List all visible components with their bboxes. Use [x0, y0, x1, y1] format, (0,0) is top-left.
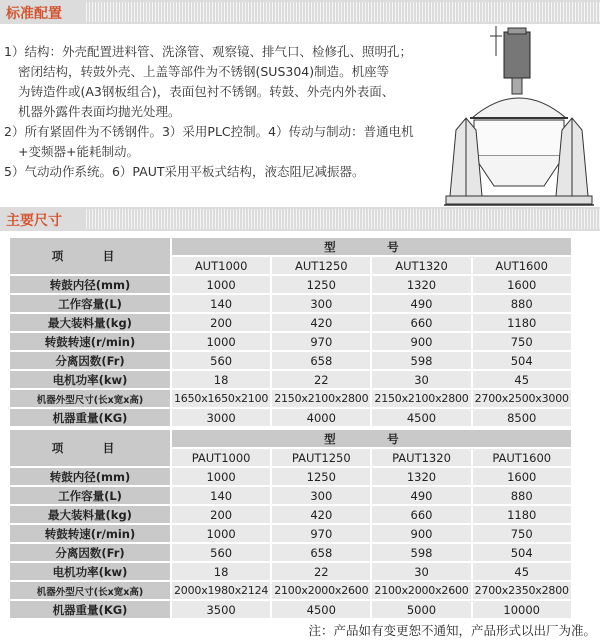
- cell-value: 750: [473, 525, 571, 542]
- table-row: [10, 276, 571, 293]
- row-label: 转鼓内径(mm): [10, 276, 170, 293]
- table-row: [10, 314, 571, 331]
- footnote: 注：产品如有变更恕不通知，产品形式以出厂为准。: [308, 623, 596, 638]
- cell-value: 1000: [172, 276, 270, 293]
- table-row: [10, 544, 571, 561]
- cell-value: 300: [272, 487, 370, 504]
- cell-value: 3000: [172, 409, 270, 426]
- table-row: [10, 333, 571, 350]
- cell-value: 1650x1650x2100: [174, 392, 269, 405]
- cell-value: 598: [372, 352, 470, 369]
- cell-value: 1000: [172, 525, 270, 542]
- cell-value: 1600: [473, 468, 571, 485]
- cell-value: 598: [372, 544, 470, 561]
- cell-value: 2700x2500x3000: [474, 392, 569, 405]
- model-header: 型 号: [172, 238, 571, 255]
- model-name: PAUT1320: [372, 449, 470, 466]
- table-row: [10, 390, 571, 407]
- item-header: 项 目: [10, 430, 170, 466]
- cell-value: 750: [473, 333, 571, 350]
- table-row: [10, 409, 571, 426]
- model-name: AUT1250: [272, 257, 370, 274]
- cell-value: 660: [372, 314, 470, 331]
- spec-line: +变频器+能耗制动。: [18, 144, 139, 159]
- cell-value: 140: [172, 295, 270, 312]
- model-name: PAUT1250: [272, 449, 370, 466]
- cell-value: 560: [172, 544, 270, 561]
- cell-value: 2100x2000x2600: [374, 584, 469, 597]
- table-row: [10, 468, 571, 485]
- cell-value: 4500: [272, 601, 370, 618]
- cell-value: 660: [372, 506, 470, 523]
- row-label: 电机功率(kw): [10, 563, 170, 580]
- cell-value: 1250: [272, 276, 370, 293]
- cell-value: 2700x2350x2800: [474, 584, 569, 597]
- row-label: 最大装料量(kg): [10, 314, 170, 331]
- cell-value: 504: [473, 544, 571, 561]
- model-name: AUT1600: [473, 257, 571, 274]
- row-label: 工作容量(L): [10, 295, 170, 312]
- cell-value: 18: [172, 371, 270, 388]
- spec-line: 5）气动动作系统。6）PAUT采用平板式结构，液态阻尼减振器。: [4, 164, 365, 179]
- cell-value: 45: [473, 371, 571, 388]
- cell-value: 658: [272, 352, 370, 369]
- aut-spec-table: [8, 236, 573, 428]
- cell-value: 45: [473, 563, 571, 580]
- cell-value: 30: [372, 563, 470, 580]
- cell-value: 1180: [473, 314, 571, 331]
- cell-value: 970: [272, 525, 370, 542]
- centrifuge-drawing: [444, 26, 594, 206]
- cell-value: 490: [372, 295, 470, 312]
- model-name: PAUT1000: [172, 449, 270, 466]
- cell-value: 970: [272, 333, 370, 350]
- size-section-title: 主要尺寸: [6, 213, 62, 229]
- config-section-header: [0, 0, 600, 24]
- cell-value: 1250: [272, 468, 370, 485]
- cell-value: 658: [272, 544, 370, 561]
- model-name: AUT1000: [172, 257, 270, 274]
- spec-line: 机器外露件表面均抛光处理。: [18, 104, 181, 119]
- paut-spec-table: [8, 428, 573, 620]
- cell-value: 140: [172, 487, 270, 504]
- table-row: [10, 582, 571, 599]
- cell-value: 1000: [172, 468, 270, 485]
- cell-value: 2150x2100x2800: [374, 392, 469, 405]
- cell-value: 200: [172, 506, 270, 523]
- cell-value: 300: [272, 295, 370, 312]
- cell-value: 560: [172, 352, 270, 369]
- row-label: 转鼓转速(r/min): [10, 525, 170, 542]
- row-label: 机器外型尺寸(长x宽x高): [10, 390, 170, 407]
- row-label: 工作容量(L): [10, 487, 170, 504]
- table-row: [10, 563, 571, 580]
- header-stripe: [86, 2, 600, 22]
- cell-value: 1180: [473, 506, 571, 523]
- cell-value: 900: [372, 333, 470, 350]
- row-label: 机器重量(KG): [10, 409, 170, 426]
- row-label: 转鼓内径(mm): [10, 468, 170, 485]
- row-label: 转鼓转速(r/min): [10, 333, 170, 350]
- spec-list: [4, 42, 444, 182]
- cell-value: 2000x1980x2124: [174, 584, 269, 597]
- cell-value: 3500: [172, 601, 270, 618]
- cell-value: 5000: [372, 601, 470, 618]
- cell-value: 18: [172, 563, 270, 580]
- row-label: 机器重量(KG): [10, 601, 170, 618]
- config-section-title: 标准配置: [6, 6, 62, 22]
- cell-value: 504: [473, 352, 571, 369]
- model-name: AUT1320: [372, 257, 470, 274]
- table-row: [10, 487, 571, 504]
- cell-value: 2150x2100x2800: [274, 392, 369, 405]
- cell-value: 4000: [272, 409, 370, 426]
- cell-value: 420: [272, 506, 370, 523]
- header-stripe: [86, 209, 600, 229]
- row-label: 机器外型尺寸(长x宽x高): [10, 582, 170, 599]
- table-row: [10, 352, 571, 369]
- cell-value: 22: [272, 563, 370, 580]
- cell-value: 30: [372, 371, 470, 388]
- spec-line: 2）所有紧固件为不锈钢件。3）采用PLC控制。4）传动与制动：普通电机: [4, 124, 414, 139]
- table-row: [10, 525, 571, 542]
- table-row: [10, 506, 571, 523]
- spec-line: 为铸造件或(A3钢板组合)，表面包衬不锈钢。转鼓、外壳内外表面、: [18, 84, 395, 99]
- cell-value: 22: [272, 371, 370, 388]
- cell-value: 880: [473, 487, 571, 504]
- model-header: 型 号: [172, 430, 571, 447]
- spec-line: 密闭结构，转鼓外壳、上盖等部件为不锈钢(SUS304)制造。机座等: [18, 64, 390, 79]
- cell-value: 1000: [172, 333, 270, 350]
- cell-value: 200: [172, 314, 270, 331]
- cell-value: 490: [372, 487, 470, 504]
- row-label: 分离因数(Fr): [10, 544, 170, 561]
- table-row: [10, 371, 571, 388]
- cell-value: 900: [372, 525, 470, 542]
- cell-value: 1320: [372, 276, 470, 293]
- cell-value: 880: [473, 295, 571, 312]
- model-name: PAUT1600: [473, 449, 571, 466]
- cell-value: 1600: [473, 276, 571, 293]
- cell-value: 1320: [372, 468, 470, 485]
- cell-value: 420: [272, 314, 370, 331]
- row-label: 分离因数(Fr): [10, 352, 170, 369]
- table-row: [10, 601, 571, 618]
- cell-value: 4500: [372, 409, 470, 426]
- row-label: 最大装料量(kg): [10, 506, 170, 523]
- cell-value: 8500: [473, 409, 571, 426]
- table-row: [10, 295, 571, 312]
- cell-value: 10000: [473, 601, 571, 618]
- size-section-header: [0, 207, 600, 231]
- row-label: 电机功率(kw): [10, 371, 170, 388]
- item-header: 项 目: [10, 238, 170, 274]
- spec-line: 1）结构：外壳配置进料管、洗涤管、观察镜、排气口、检修孔、照明孔；: [4, 44, 412, 59]
- cell-value: 2100x2000x2600: [274, 584, 369, 597]
